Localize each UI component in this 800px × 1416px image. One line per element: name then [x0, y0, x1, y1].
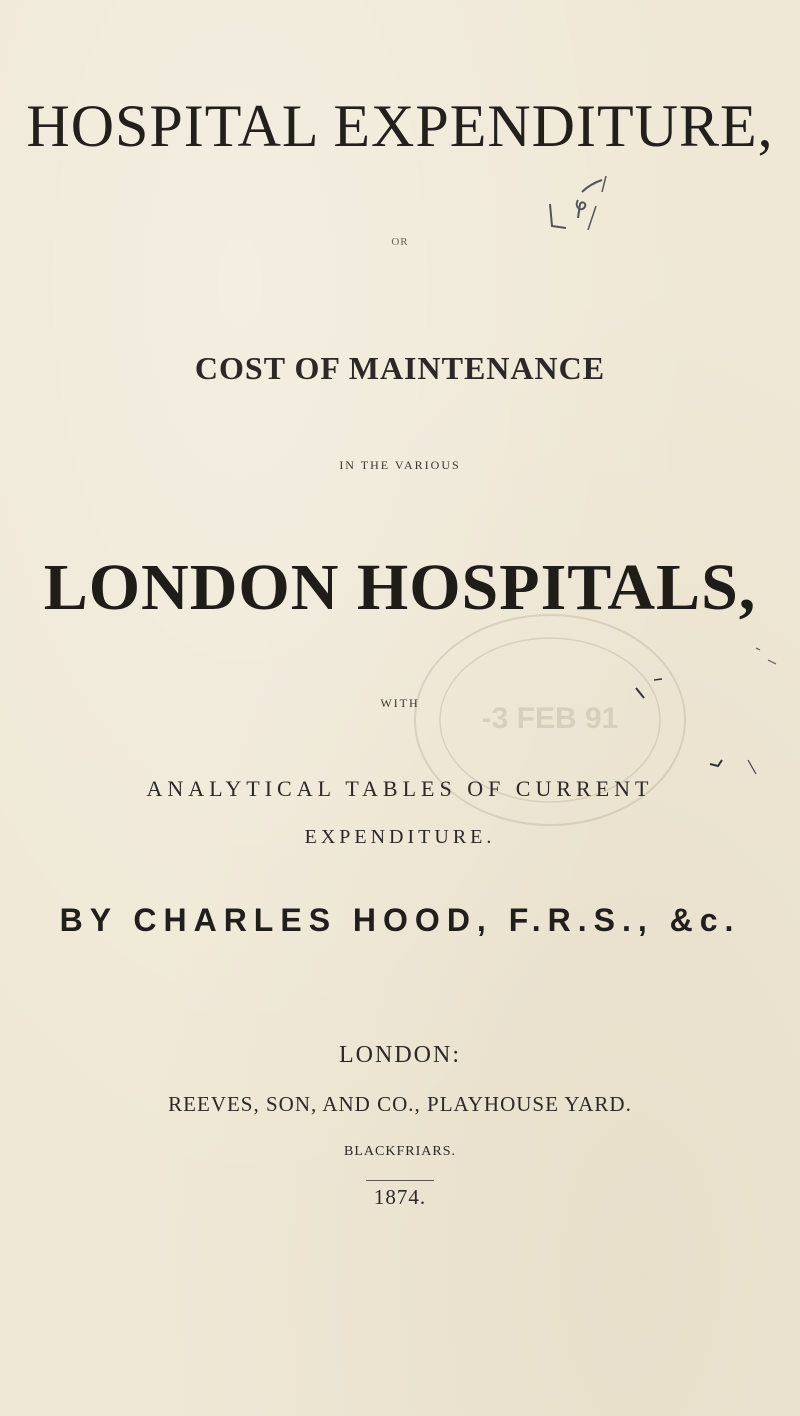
- main-title: LONDON HOSPITALS,: [43, 551, 757, 624]
- document-subtitle: COST OF MAINTENANCE: [194, 350, 606, 386]
- publisher-location: BLACKFRIARS.: [344, 1144, 456, 1159]
- library-stamp-icon: [400, 600, 700, 840]
- publisher-line: REEVES, SON, AND CO., PLAYHOUSE YARD.: [168, 1092, 632, 1116]
- with-word: WITH: [380, 696, 420, 710]
- in-the-various-text: IN THE VARIOUS: [339, 458, 461, 472]
- tables-line-1: ANALYTICAL TABLES OF CURRENT: [146, 776, 654, 801]
- document-title: HOSPITAL EXPENDITURE,: [26, 93, 774, 159]
- handwritten-mark-icon: [544, 170, 624, 242]
- imprint-city: LONDON:: [339, 1042, 461, 1068]
- year-container: [0, 1180, 800, 1210]
- tables-line-2: EXPENDITURE.: [304, 826, 496, 848]
- stamp-date: -3 FEB 91: [481, 702, 619, 735]
- pencil-mark-icon: [752, 640, 792, 670]
- or-word: OR: [391, 236, 409, 248]
- author-line: BY CHARLES HOOD, F.R.S., &c.: [59, 902, 741, 938]
- pencil-mark-icon: [632, 676, 672, 710]
- publication-year: 1874.: [366, 1180, 434, 1210]
